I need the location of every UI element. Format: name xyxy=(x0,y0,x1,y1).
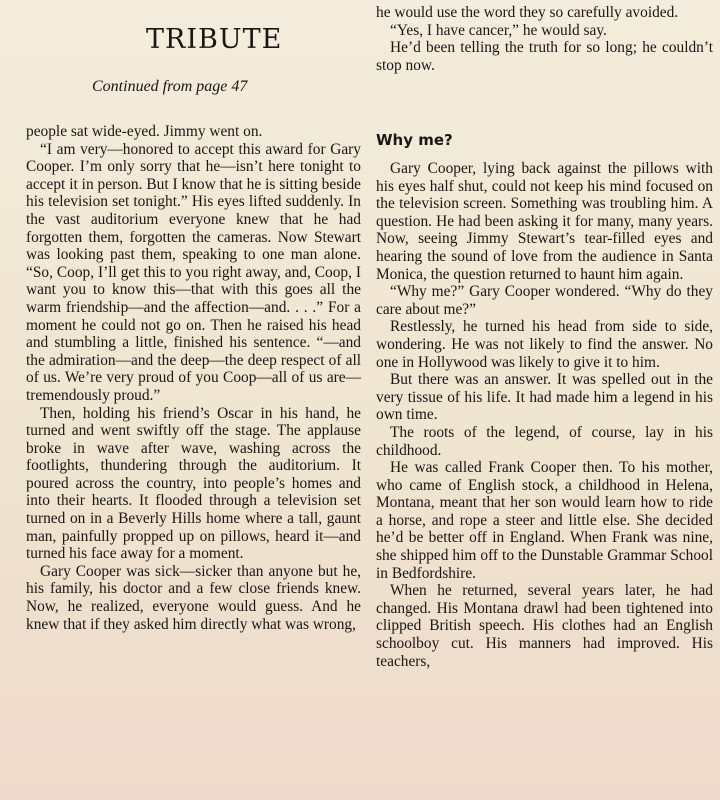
paragraph: Gary Cooper, lying back against the pillows with his eyes half shut, could not keep his mind focused on the television screen. Something was troubling him. A question. He had been asking it for many, many years. Now, seeing Jimmy Stewart’s tear-filled eyes and hearing the sound of love from the audience in Santa Monica, the question returned to haunt him again. xyxy=(376,160,713,283)
paragraph: But there was an answer. It was spelled out in the very tissue of his life. It had made him a legend in his own time. xyxy=(376,371,713,424)
right-column-top-text xyxy=(376,4,713,74)
paragraph: Restlessly, he turned his head from side to side, wondering. He was not likely to find the answer. No one in Hollywood was likely to give it to him. xyxy=(376,318,713,371)
continued-line: Continued from page 47 xyxy=(92,78,248,95)
left-column-text xyxy=(26,123,361,633)
paragraph: When he returned, several years later, he had changed. His Montana drawl had been tightened into clipped British speech. His clothes had an English schoolboy cut. His manners had improved. His teachers, xyxy=(376,582,713,670)
section-subhead: Why me? xyxy=(376,131,453,149)
paragraph: “I am very—honored to accept this award for Gary Cooper. I’m only sorry that he—isn’t here tonight to accept it in person. But I know that he is sitting beside his television set tonight.” His eyes lifted suddenly. In the vast auditorium everyone knew that he had forgotten them, forgotten the cameras. Now Stewart was looking past them, speaking to one man alone. “So, Coop, I’ll get this to you right away, and, Coop, I want you to know this—that with this goes all the warm friendship—and the affection—and. . . .” For a moment he could not go on. Then he raised his head and stumbling a little, finished his sentence. “—and the admiration—and the deep—the deep respect of all of us. We’re very proud of you Coop—all of us are—tremendously proud.” xyxy=(26,140,361,404)
left-column xyxy=(26,0,361,800)
paragraph: He was called Frank Cooper then. To his mother, who came of English stock, a childhood in Helena, Montana, meant that her son would learn how to ride a horse, and rope a steer and little else. She decided he’d be better off in England. When Frank was nine, she shipped him off to the Dunstable Grammar School in Bedfordshire. xyxy=(376,459,713,582)
paragraph: He’d been telling the truth for so long; he couldn’t stop now. xyxy=(376,39,713,74)
paragraph: Then, holding his friend’s Oscar in his hand, he turned and went swiftly off the stage. The applause broke in wave after wave, washing across the footlights, thundering through the auditorium. It poured across the country, into people’s homes and into their hearts. It flooded through a television set turned on in a Beverly Hills home where a tall, gaunt man, painfully propped up on pillows, heard it—and turned his face away for a moment. xyxy=(26,404,361,563)
paragraph: “Why me?” Gary Cooper wondered. “Why do they care about me?” xyxy=(376,283,713,318)
article-title: TRIBUTE xyxy=(146,24,283,55)
paragraph: he would use the word they so carefully avoided. xyxy=(376,4,679,21)
paragraph: people sat wide-eyed. Jimmy went on. xyxy=(26,123,263,140)
right-column xyxy=(376,0,713,800)
right-column-text xyxy=(376,160,713,670)
paragraph: “Yes, I have cancer,” he would say. xyxy=(390,21,607,39)
paragraph: Gary Cooper was sick—sicker than anyone but he, his family, his doctor and a few close friends knew. Now, he realized, everyone would guess. And he knew that if they asked him directly what was wrong, xyxy=(26,562,361,633)
paragraph: The roots of the legend, of course, lay in his childhood. xyxy=(376,423,713,459)
